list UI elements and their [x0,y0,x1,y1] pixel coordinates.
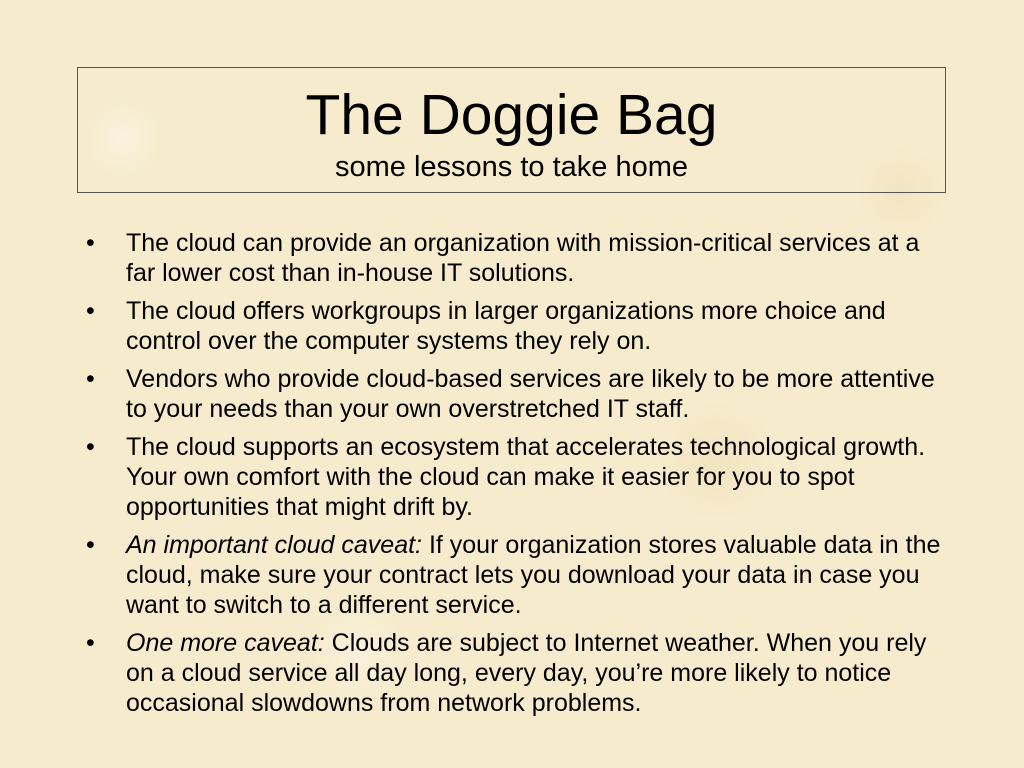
bullet-marker: • [86,365,95,393]
bullet-emphasis: One more caveat: [126,629,325,657]
bullet-text: The cloud supports an ecosystem that accelerates technological growth. Your own comfort with the cloud can make it easier for you to spot opportunities that might drift by. [126,433,926,521]
bullet-marker: • [86,433,95,461]
bullet-marker: • [86,531,95,559]
bullet-text: Clouds are subject to Internet weather. When you rely on a cloud service all day long, every day, you’re more likely to notice occasional slowdowns from network problems. [126,629,927,717]
slide-title: The Doggie Bag [305,83,718,147]
bullet-marker: • [86,297,95,325]
bullet-item-5 [86,530,946,620]
bullet-text: The cloud offers workgroups in larger organizations more choice and control over the computer systems they rely on. [126,297,886,355]
bullet-item-3 [86,364,946,424]
bullet-list [86,228,946,726]
bullet-emphasis: An important cloud caveat: [126,531,422,559]
slide-subtitle: some lessons to take home [334,151,688,183]
bullet-text: Vendors who provide cloud-based services are likely to be more attentive to your needs than your own overstretched IT staff. [126,365,935,423]
bullet-item-1 [86,228,946,288]
bullet-item-4 [86,432,946,522]
bullet-text: If your organization stores valuable data in the cloud, make sure your contract lets you download your data in case you want to switch to a different service. [126,531,941,619]
bullet-text: The cloud can provide an organization with mission-critical services at a far lower cost than in-house IT solutions. [126,229,920,287]
title-box [77,67,946,193]
bullet-item-6 [86,628,946,718]
bullet-marker: • [86,229,95,257]
bullet-marker: • [86,629,95,657]
bullet-item-2 [86,296,946,356]
